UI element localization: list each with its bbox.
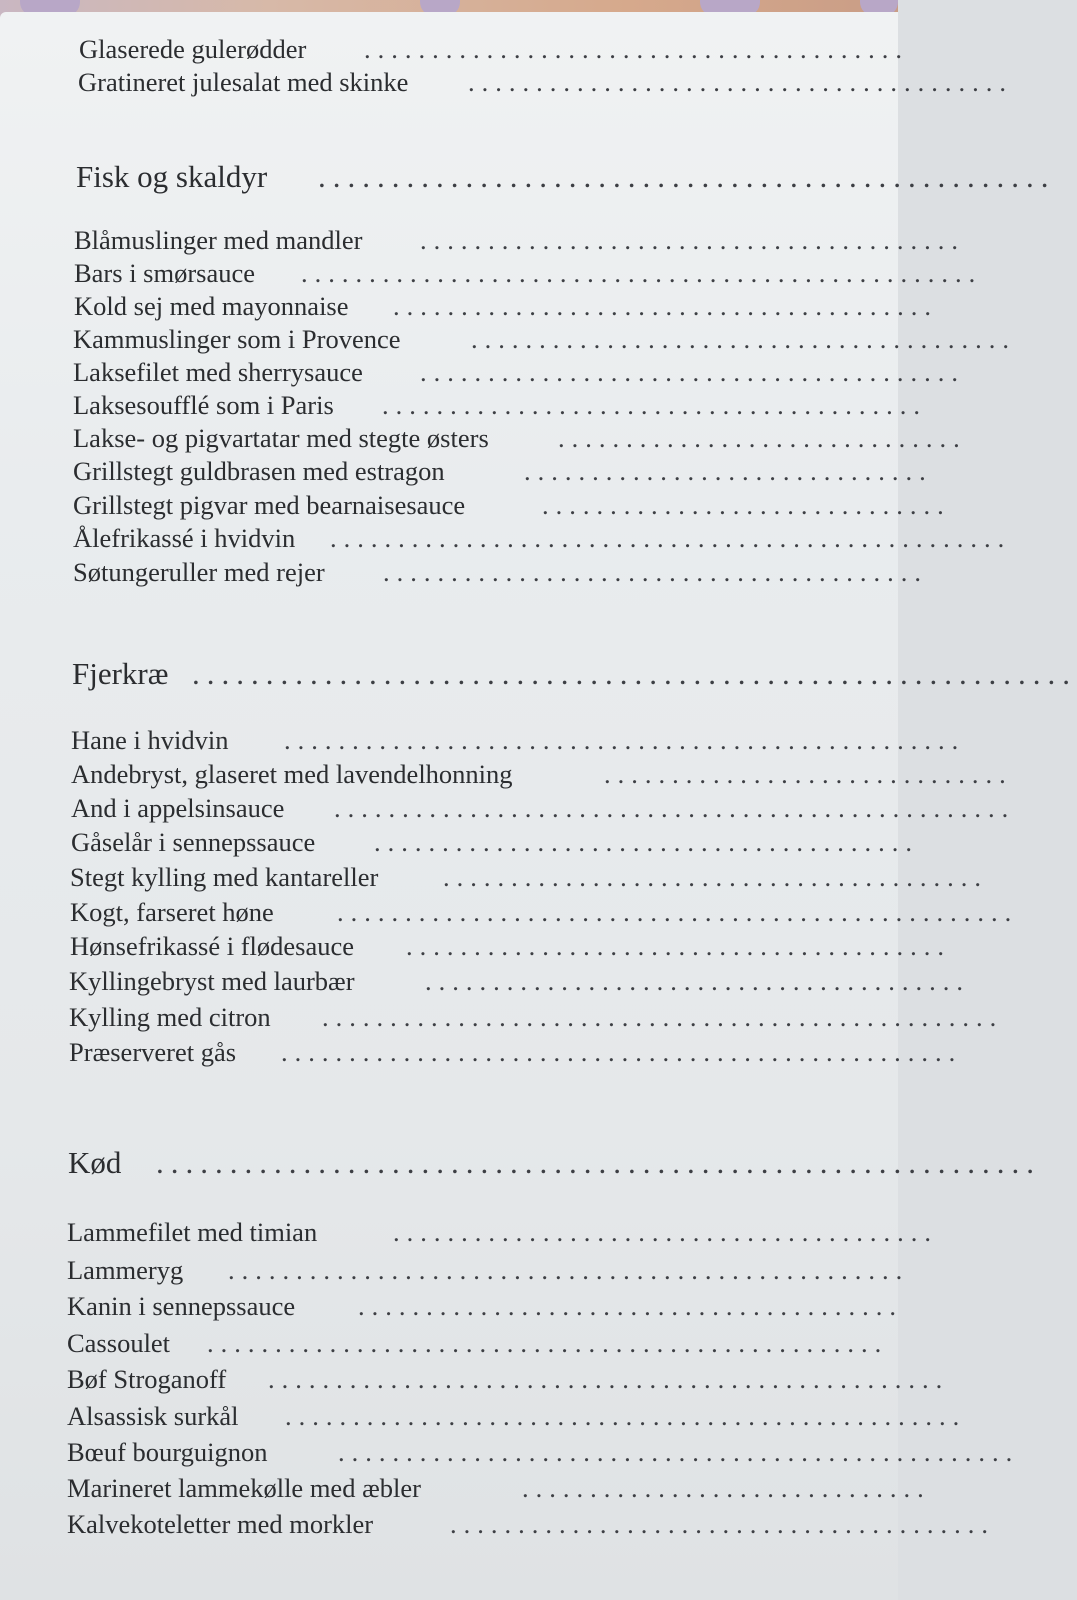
toc-entry: Laksesoufflé som i Paris ........................................ [73, 390, 927, 420]
toc-entry: Laksefilet med sherrysauce ........................................ [73, 357, 965, 387]
toc-entry: Hane i hvidvin .................................................. [71, 725, 966, 755]
toc-entry: Bøf Stroganoff .................................................. [67, 1364, 950, 1394]
toc-entry: And i appelsinsauce .................................................. [71, 793, 1016, 823]
toc-entry: Andebryst, glaseret med lavendelhonning .............................. [71, 759, 1013, 789]
section-heading-kod: Kød ............................................................ [68, 1145, 1041, 1180]
toc-entry: Bœuf bourguignon .................................................. [67, 1437, 1020, 1467]
toc-entry: Kogt, farseret høne .................................................. [70, 897, 1019, 927]
toc-entry: Marineret lammekølle med æbler .............................. [67, 1473, 931, 1503]
toc-entry: Grillstegt guldbrasen med estragon .............................. [73, 456, 933, 486]
section-heading-fisk: Fisk og skaldyr .................................................. [76, 159, 1056, 194]
toc-entry: Alsassisk surkål .................................................. [67, 1401, 967, 1431]
toc-entry: Kammuslinger som i Provence ........................................ [73, 324, 1016, 354]
toc-entry: Cassoulet .................................................. [67, 1328, 889, 1358]
toc-entry: Kold sej med mayonnaise ........................................ [74, 291, 938, 321]
toc-entry: Lammeryg .................................................. [67, 1255, 910, 1285]
toc-entry: Hønsefrikassé i flødesauce ........................................ [70, 931, 951, 961]
toc-entry: Kyllingebryst med laurbær ........................................ [69, 966, 970, 996]
toc-entry: Kalvekoteletter med morkler ........................................ [67, 1509, 995, 1539]
toc-entry: Glaserede gulerødder ........................................ [79, 34, 909, 64]
toc-entry: Søtungeruller med rejer ........................................ [73, 557, 928, 587]
toc-entry: Grillstegt pigvar med bearnaisesauce .............................. [73, 490, 951, 520]
toc-entry: Gratineret julesalat med skinke ........................................ [78, 67, 1013, 97]
toc-entry: Lakse- og pigvartatar med stegte østers .............................. [73, 423, 967, 453]
section-heading-fjerkrae: Fjerkræ ............................................................ [72, 656, 1077, 691]
toc-entry: Kanin i sennepssauce ........................................ [67, 1291, 903, 1321]
toc-entry: Lammefilet med timian ........................................ [67, 1217, 938, 1247]
toc-entry: Bars i smørsauce .................................................. [74, 258, 983, 288]
toc-entry: Kylling med citron .................................................. [69, 1002, 1004, 1032]
toc-entry: Blåmuslinger med mandler ........................................ [74, 225, 965, 255]
toc-entry: Gåselår i sennepssauce ........................................ [71, 827, 919, 857]
toc-entry: Stegt kylling med kantareller ........................................ [70, 862, 988, 892]
toc-entry: Ålefrikassé i hvidvin .................................................. [73, 523, 1012, 553]
toc-entry: Præserveret gås .................................................. [69, 1037, 963, 1067]
